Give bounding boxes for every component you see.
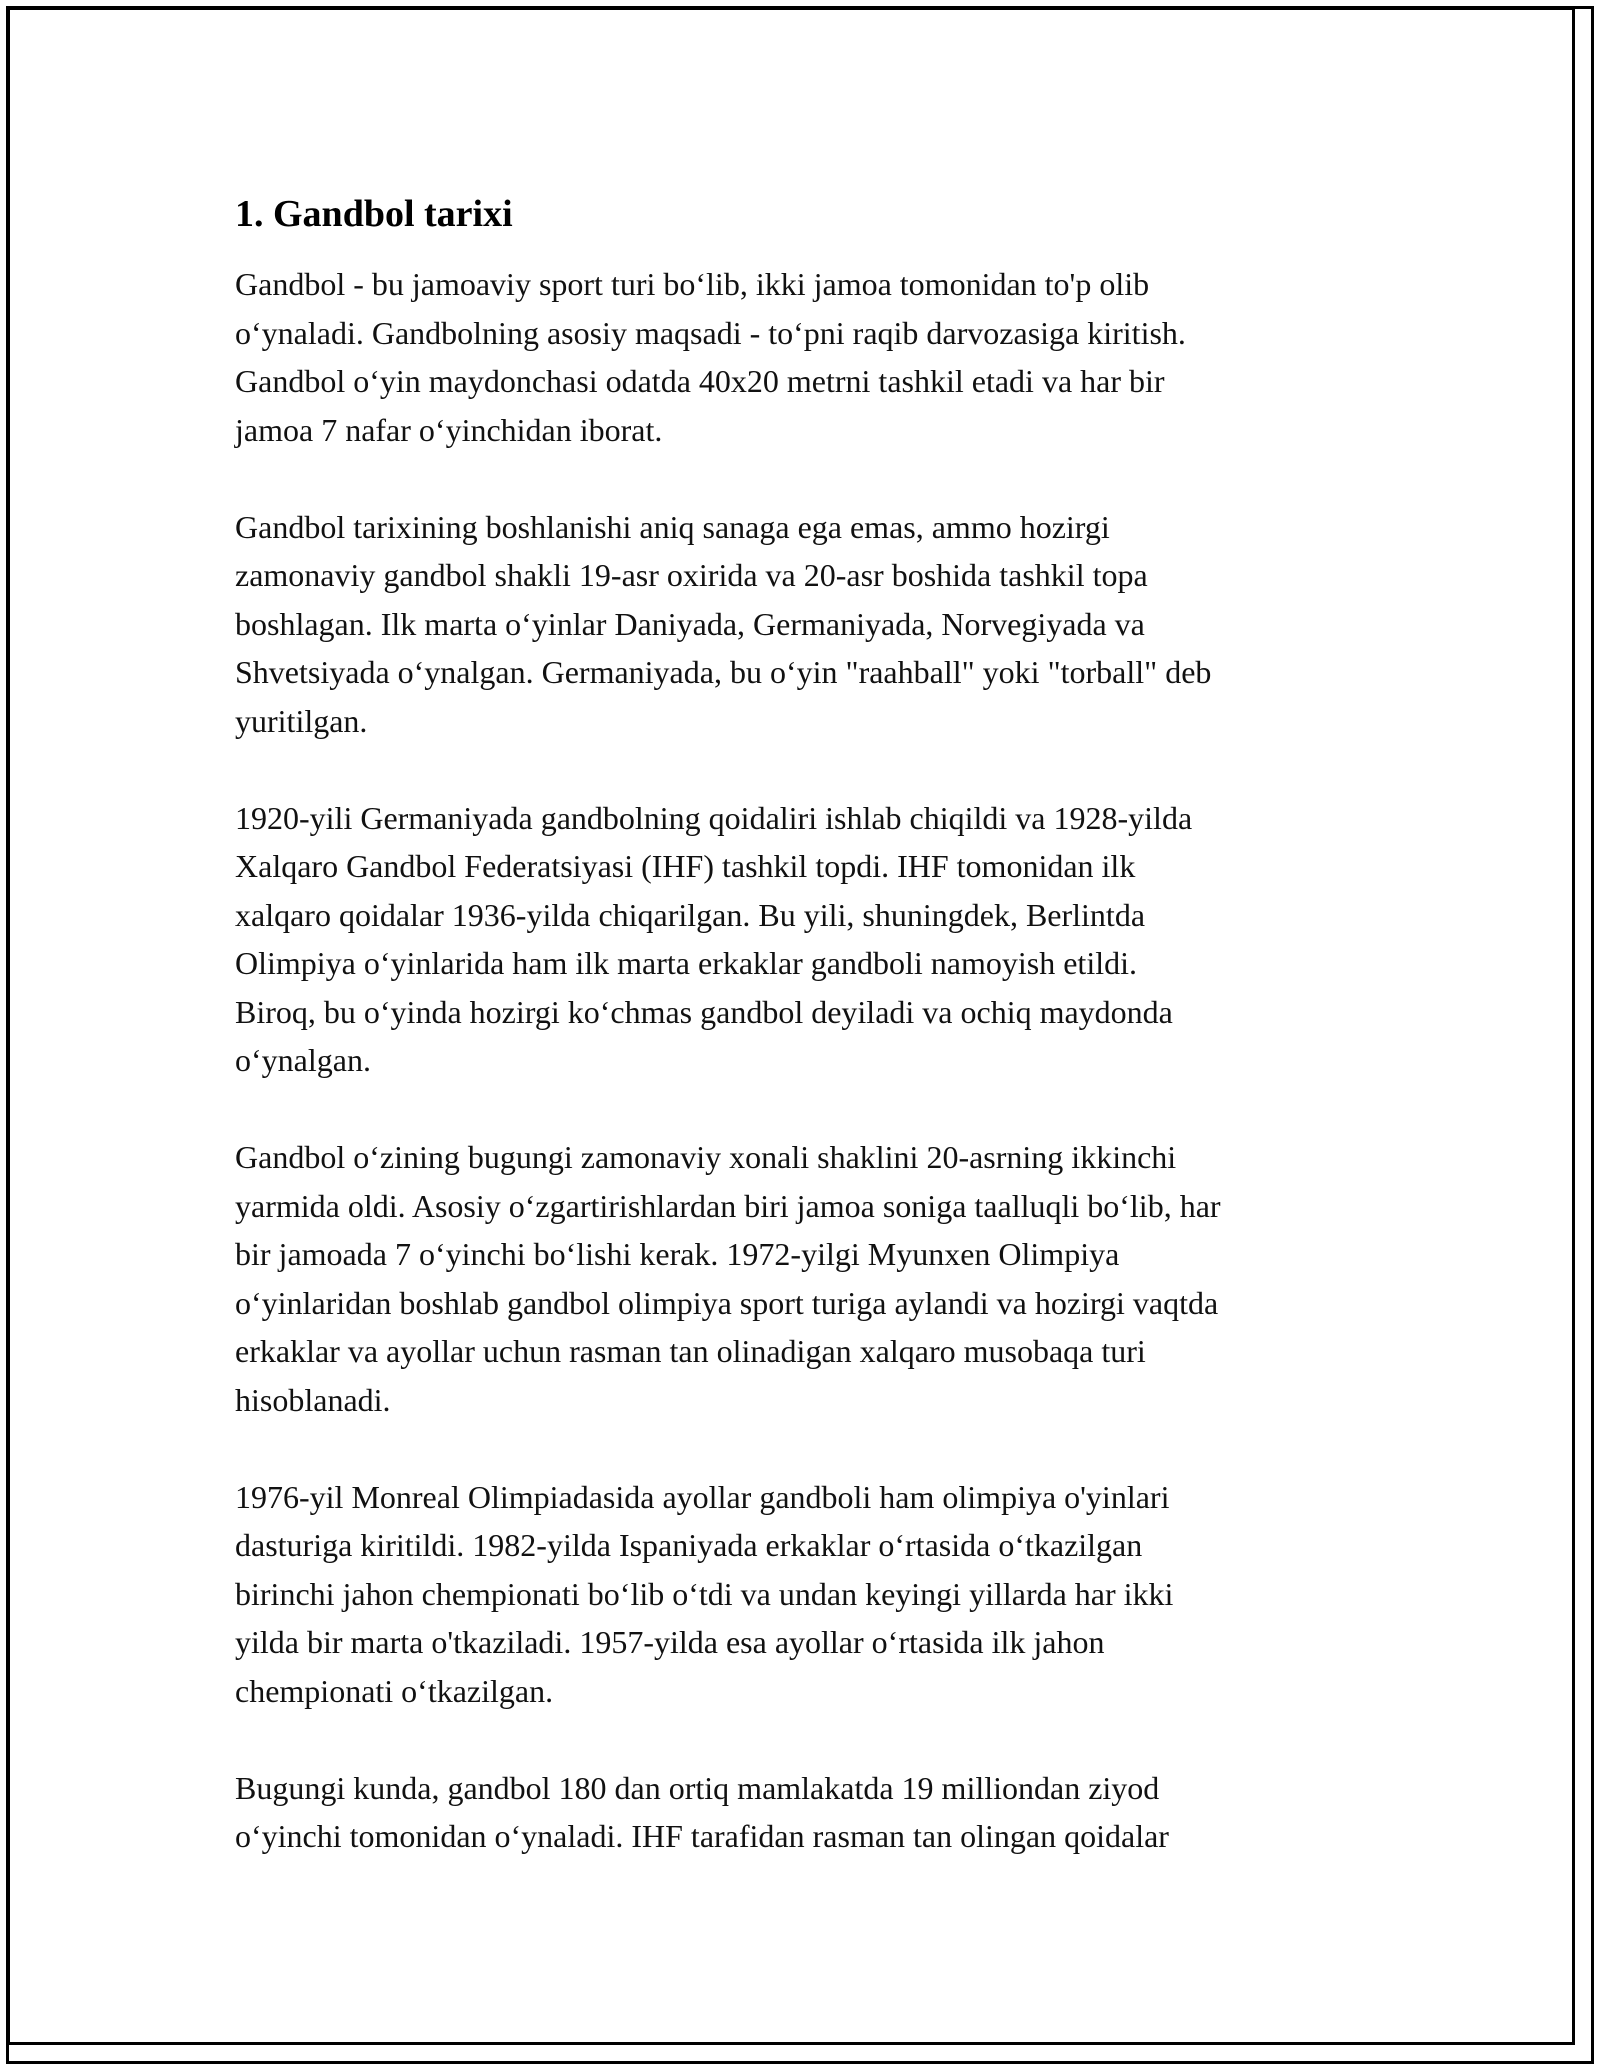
text-line: boshlagan. Ilk marta o‘yinlar Daniyada, Germaniyada, Norvegiyada va <box>235 605 1145 642</box>
text-line: yilda bir marta o'tkaziladi. 1957-yilda esa ayollar o‘rtasida ilk jahon <box>235 1624 1105 1660</box>
text-line: Olimpiya o‘yinlarida ham ilk marta erkaklar gandboli namoyish etildi. <box>235 945 1137 981</box>
text-line: Shvetsiyada o‘ynalgan. Germaniyada, bu o‘yin "raahball" yoki "torball" deb <box>235 654 1212 690</box>
text-line: yuritilgan. <box>235 702 368 739</box>
text-line: o‘yinlaridan boshlab gandbol olimpiya sport turiga aylandi va hozirgi vaqtda <box>235 1284 1219 1321</box>
document-body <box>235 188 1375 1909</box>
text-line: o‘ynalgan. <box>235 1042 371 1078</box>
paragraph-modern-form <box>235 1133 1375 1424</box>
text-line: 1976-yil Monreal Olimpiadasida ayollar gandboli ham olimpiya o'yinlari <box>235 1478 1170 1515</box>
text-line: o‘yinchi tomonidan o‘ynaladi. IHF tarafidan rasman tan olingan qoidalar <box>235 1818 1169 1854</box>
paragraph-intro <box>235 260 1375 454</box>
text-line: chempionati o‘tkazilgan. <box>235 1672 554 1709</box>
text-line: jamoa 7 nafar o‘yinchidan iborat. <box>235 411 663 448</box>
text-line: Bugungi kunda, gandbol 180 dan ortiq mamlakatda 19 milliondan ziyod <box>235 1769 1160 1806</box>
text-line: o‘ynaladi. Gandbolning asosiy maqsadi - to‘pni raqib darvozasiga kiritish. <box>235 314 1186 351</box>
paragraph-rules-history <box>235 794 1375 1085</box>
text-line: zamonaviy gandbol shakli 19-asr oxirida va 20-asr boshida tashkil topa <box>235 557 1148 593</box>
text-line: Gandbol o‘yin maydonchasi odatda 40x20 metrni tashkil etadi va har bir <box>235 363 1165 399</box>
text-line: xalqaro qoidalar 1936-yilda chiqarilgan. Bu yili, shuningdek, Berlintda <box>235 896 1146 933</box>
text-line: 1920-yili Germaniyada gandbolning qoidaliri ishlab chiqildi va 1928-yilda <box>235 799 1193 836</box>
text-line: Gandbol tarixining boshlanishi aniq sanaga ega emas, ammo hozirgi <box>235 508 1110 545</box>
paragraph-womens-handball <box>235 1473 1375 1716</box>
text-line: yarmida oldi. Asosiy o‘zgartirishlardan biri jamoa soniga taalluqli bo‘lib, har <box>235 1187 1221 1224</box>
text-line: Biroq, bu o‘yinda hozirgi ko‘chmas gandbol deyiladi va ochiq maydonda <box>235 993 1173 1030</box>
text-line: dasturiga kiritildi. 1982-yilda Ispaniyada erkaklar o‘rtasida o‘tkazilgan <box>235 1527 1143 1563</box>
paragraph-origins <box>235 503 1375 746</box>
text-line: Gandbol o‘zining bugungi zamonaviy xonali shaklini 20-asrning ikkinchi <box>235 1139 1177 1175</box>
text-line: birinchi jahon chempionati bo‘lib o‘tdi va undan keyingi yillarda har ikki <box>235 1575 1174 1612</box>
paragraph-today <box>235 1764 1375 1861</box>
text-line: erkaklar va ayollar uchun rasman tan olinadigan xalqaro musobaqa turi <box>235 1333 1146 1369</box>
page-title: 1. Gandbol tarixi <box>235 193 513 235</box>
text-line: hisoblanadi. <box>235 1381 391 1418</box>
text-line: Gandbol - bu jamoaviy sport turi bo‘lib, ikki jamoa tomonidan to'p olib <box>235 266 1150 302</box>
text-line: bir jamoada 7 o‘yinchi bo‘lishi kerak. 1972-yilgi Myunxen Olimpiya <box>235 1236 1120 1272</box>
text-line: Xalqaro Gandbol Federatsiyasi (IHF) tashkil topdi. IHF tomonidan ilk <box>235 848 1136 884</box>
